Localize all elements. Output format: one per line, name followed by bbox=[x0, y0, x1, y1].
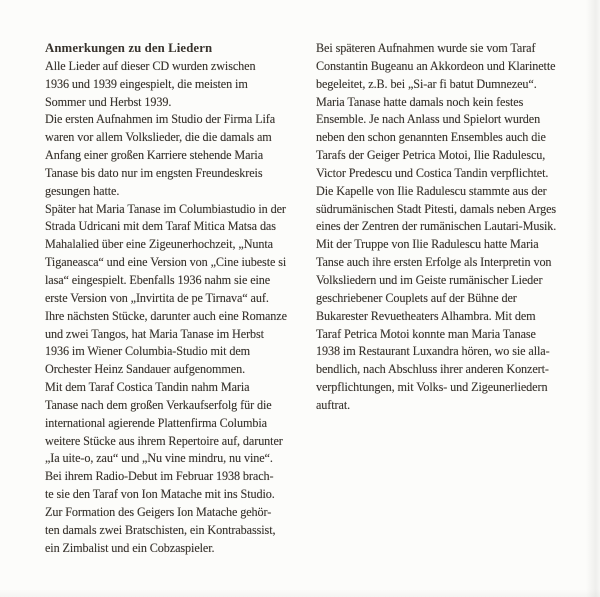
right-column bbox=[316, 40, 574, 415]
text-line: Anfang einer großen Karriere stehende Maria bbox=[45, 148, 264, 163]
text-line: „Ia uite-o, zau“ und „Nu vine mindru, nu vine“. bbox=[45, 451, 273, 466]
right-column-lines bbox=[316, 40, 574, 415]
text-line: Bei ihrem Radio-Debut im Februar 1938 brach- bbox=[45, 469, 274, 484]
text-line: eines der Zentren der rumänischen Lautari-Musik. bbox=[316, 219, 557, 234]
text-line: Strada Udricani mit dem Taraf Mitica Matsa das bbox=[45, 219, 276, 234]
text-line: Tanase bis dato nur im engsten Freundeskreis bbox=[45, 165, 263, 180]
text-line: weitere Stücke aus ihrem Repertoire auf, darunter bbox=[45, 433, 283, 448]
text-line: 1936 im Wiener Columbia-Studio mit dem bbox=[45, 344, 251, 359]
text-line: und zwei Tangos, hat Maria Tanase im Herbst bbox=[45, 326, 264, 341]
left-column bbox=[45, 40, 298, 557]
text-line: Tanase nach dem großen Verkaufserfolg für die bbox=[45, 397, 272, 412]
text-line: südrumänischen Stadt Pitesti, damals neben Arges bbox=[316, 201, 557, 216]
text-line: Mit der Truppe von Ilie Radulescu hatte Maria bbox=[316, 237, 539, 252]
text-line: 1936 und 1939 eingespielt, die meisten im bbox=[45, 76, 248, 91]
text-line: Sommer und Herbst 1939. bbox=[45, 94, 172, 109]
page-edge-shadow bbox=[586, 0, 600, 597]
text-line: Bei späteren Aufnahmen wurde sie vom Taraf bbox=[316, 41, 536, 55]
text-line: Constantin Bugeanu an Akkordeon und Klarinette bbox=[316, 58, 556, 73]
text-line: Bukarester Revuetheaters Alhambra. Mit dem bbox=[316, 308, 536, 323]
text-line: lasa“ eingespielt. Ebenfalls 1936 nahm sie eine bbox=[45, 272, 271, 287]
text-line: begeleitet, z.B. bei „Si-ar fi batut Dumnezeu“. bbox=[316, 76, 537, 91]
text-line: Die Kapelle von Ilie Radulescu stammte aus der bbox=[316, 183, 547, 198]
text-line: gesungen hatte. bbox=[45, 183, 120, 198]
text-line: Tarafs der Geiger Petrica Motoi, Ilie Radulescu, bbox=[316, 148, 546, 163]
text-line: Die ersten Aufnahmen im Studio der Firma Lifa bbox=[45, 112, 276, 127]
section-heading: Anmerkungen zu den Liedern bbox=[45, 41, 213, 55]
text-line: Zur Formation des Geigers Ion Matache gehör- bbox=[45, 504, 272, 519]
text-line: Taraf Petrica Motoi konnte man Maria Tanase bbox=[316, 326, 536, 341]
text-line: Ihre nächsten Stücke, darunter auch eine Romanze bbox=[45, 308, 287, 323]
text-line: international agierende Plattenfirma Columbia bbox=[45, 415, 267, 430]
text-line: waren vor allem Volkslieder, die die damals am bbox=[45, 130, 272, 145]
text-line: Maria Tanase hatte damals noch kein festes bbox=[316, 94, 524, 109]
text-line: Mahalalied über eine Zigeunerhochzeit, „Nunta bbox=[45, 237, 273, 252]
text-line: 1938 im Restaurant Luxandra hören, wo sie alla- bbox=[316, 344, 550, 359]
text-line: Später hat Maria Tanase im Columbiastudio in der bbox=[45, 201, 286, 216]
text-line: Volksliedern und im Geiste rumänischer Lieder bbox=[316, 272, 543, 287]
text-line: verpflichtungen, mit Volks- und Zigeunerliedern bbox=[316, 380, 548, 395]
text-line: Alle Lieder auf dieser CD wurden zwischen bbox=[45, 58, 256, 73]
text-line: bendlich, nach Abschluss ihrer anderen Konzert- bbox=[316, 362, 549, 377]
left-column-lines bbox=[45, 58, 298, 558]
text-line: ein Zimbalist und ein Cobzaspieler. bbox=[45, 540, 215, 555]
text-line: Victor Predescu und Costica Tandin verpflichtet. bbox=[316, 165, 549, 180]
text-line: geschriebener Couplets auf der Bühne der bbox=[316, 290, 517, 305]
text-line: te sie den Taraf von Ion Matache mit ins Studio. bbox=[45, 487, 275, 502]
text-line: erste Version von „Invirtita de pe Tirnava“ auf. bbox=[45, 290, 269, 305]
text-line: ten damals zwei Bratschisten, ein Kontrabassist, bbox=[45, 522, 276, 537]
text-line: Tiganeasca“ und eine Version von „Cine iubeste si bbox=[45, 255, 287, 270]
text-line: neben den schon genannten Ensembles auch die bbox=[316, 130, 546, 145]
text-line: auftrat. bbox=[316, 397, 351, 412]
text-line: Ensemble. Je nach Anlass und Spielort wurden bbox=[316, 112, 541, 127]
page-bottom-shadow bbox=[0, 589, 600, 597]
text-line: Mit dem Taraf Costica Tandin nahm Maria bbox=[45, 380, 250, 395]
text-line: Orchester Heinz Sandauer aufgenommen. bbox=[45, 362, 246, 377]
text-line: Tanse auch ihre ersten Erfolge als Interpretin von bbox=[316, 255, 552, 270]
